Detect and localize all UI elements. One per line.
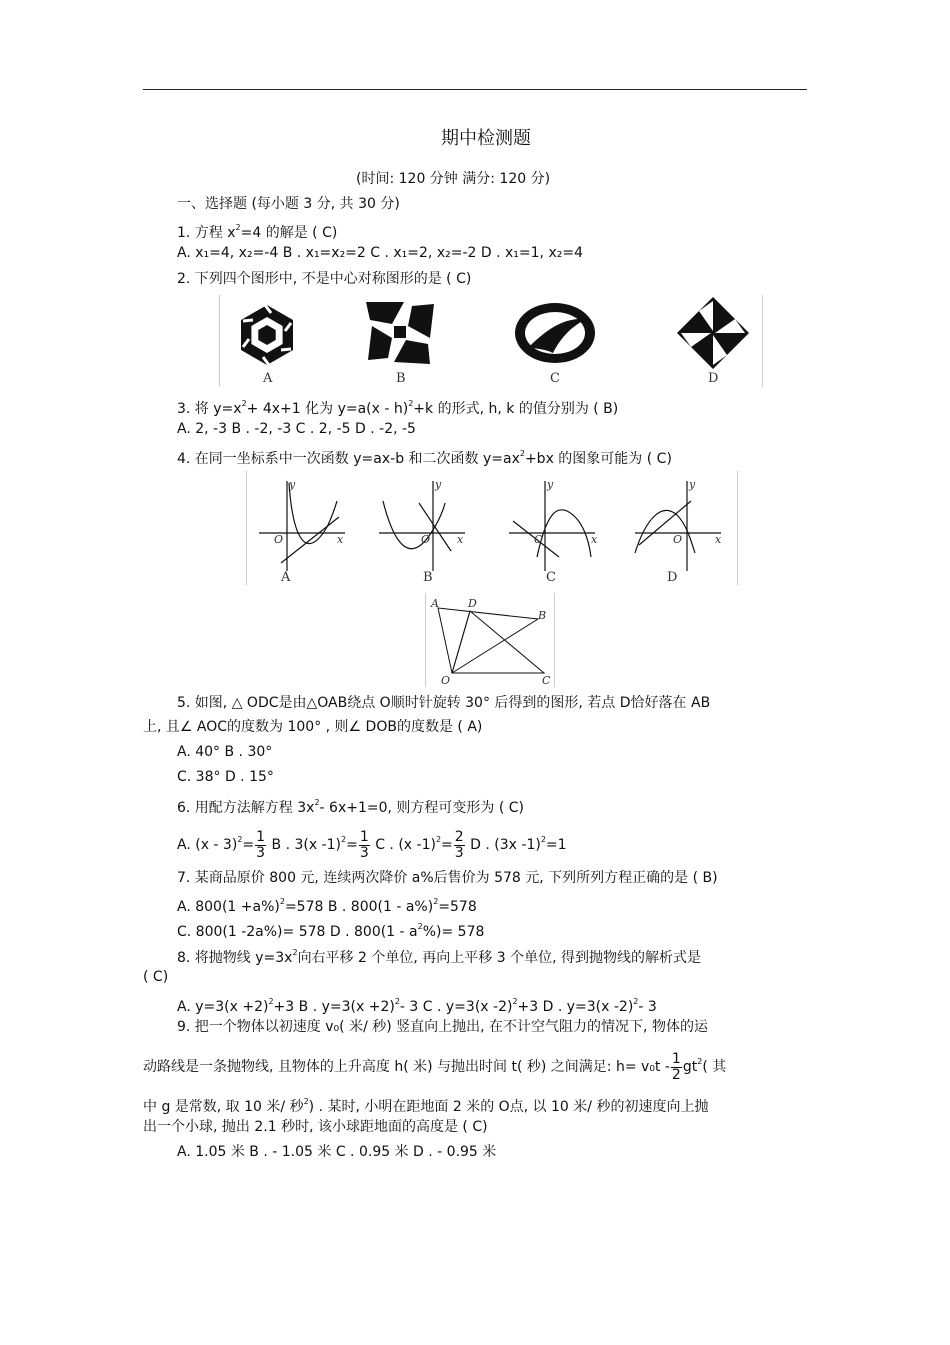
q4-a-o: O [274, 533, 284, 546]
q9-options: A. 1.05 米 B . - 1.05 米 C . 0.95 米 D . - 0.95 米 [177, 1144, 497, 1160]
q4-stem: 4. 在同一坐标系中一次函数 y=ax-b 和二次函数 $y=ax^2+bx$ 的图象可能为 ( C) [177, 449, 672, 467]
q5-line1: 5. 如图, △ ODC是由△OAB绕点 O顺时针旋转 30° 后得到的图形, 若点 D恰好落在 AB [177, 695, 711, 711]
q9-line1: 9. 把一个物体以初速度 v₀( 米/ 秒) 竖直向上抛出, 在不计空气阻力的情况下, 物体的运 [177, 1019, 708, 1035]
q9-line2: 动路线是一条抛物线, 且物体的上升高度 h( 米) 与抛出时间 t( 秒) 之间满足: h= v₀t - $\frac{1}{2}$ $gt^2$( 其 [143, 1050, 727, 1083]
q5-figure [425, 593, 555, 687]
q7-stem: 7. 某商品原价 800 元, 连续两次降价 a%后售价为 578 元, 下列所列方程正确的是 ( B) [177, 870, 718, 886]
q5-label-c: C [542, 674, 551, 687]
q5-options-2: C. 38° D . 15° [177, 769, 274, 785]
q4-b-y: y [435, 478, 442, 491]
q8-options: A. $y=3(x +2)^2+3$ B . $y=3(x +2)^2-$ 3 C . y=3(x -2)$^2$+3 D . y=3(x -2)$^2$- 3 [177, 997, 657, 1015]
q4-d-o: O [673, 533, 683, 546]
q4-d-x: x [715, 533, 722, 546]
q2-stem: 2. 下列四个图形中, 不是中心对称图形的是 ( C) [177, 271, 472, 287]
q5-line2: 上, 且∠ AOC的度数为 100° , 则∠ DOB的度数是 ( A) [143, 719, 483, 735]
q4-a-y: y [289, 478, 296, 491]
q8-answer: ( C) [143, 969, 169, 985]
q4-c-x: x [591, 533, 598, 546]
section-heading: 一、选择题 (每小题 3 分, 共 30 分) [177, 196, 400, 212]
q4-label-b: B [423, 570, 433, 585]
q9-line3: 中 g 是常数, 取 10 米/ 秒$^2$) . 某时, 小明在距地面 2 米的 O点, 以 10 米/ 秒的初速度向上抛 [143, 1097, 709, 1115]
q5-label-d: D [468, 597, 477, 610]
q5-label-a: A [431, 597, 439, 610]
q4-c-o: O [534, 533, 544, 546]
q2-shape-a [241, 305, 293, 365]
q4-b-x: x [457, 533, 464, 546]
q2-label-c: C [550, 371, 560, 386]
q2-label-b: B [396, 371, 406, 386]
q4-d-y: y [689, 478, 696, 491]
q5-options-1: A. 40° B . 30° [177, 744, 273, 760]
q4-figure [246, 471, 738, 585]
q4-label-d: D [667, 570, 678, 585]
q4-graph-b [379, 481, 465, 571]
q1-options: A. x₁=4, x₂=-4 B . x₁=x₂=2 C . x₁=2, x₂=-2 D . x₁=1, x₂=4 [177, 245, 583, 261]
q5-triangle-oab [438, 608, 538, 673]
q2-shape-d [677, 297, 749, 369]
q6-options: A. (x - 3)$^2$= $\frac{1}{3}$ B . 3(x -1)$^2$= $\frac{1}{3}$ C . (x -1)$^2$= $\frac{2}{3}$ D . (3x -1)$^2$=1 [177, 828, 567, 861]
q2-shape-c [515, 303, 595, 363]
q7-options-cd: C. 800(1 -2a%)= 578 D . $800(1 - a^2\%)= 578$ [177, 922, 485, 940]
q2-label-d: D [708, 371, 719, 386]
q2-shape-b [366, 302, 434, 364]
q4-graph-d [635, 481, 721, 571]
q3-options: A. 2, -3 B . -2, -3 C . 2, -5 D . -2, -5 [177, 421, 416, 437]
q2-figure [219, 295, 763, 387]
q8-stem: 8. 将抛物线 $y=3x^2$向右平移 2 个单位, 再向上平移 3 个单位, 得到抛物线的解析式是 [177, 948, 701, 966]
exam-info: (时间: 120 分钟 满分: 120 分) [356, 171, 551, 187]
header-rule [143, 89, 807, 90]
q4-label-c: C [546, 570, 556, 585]
q4-graph-c [509, 481, 595, 571]
q5-label-o: O [441, 674, 451, 687]
q5-triangle-odc [452, 609, 547, 673]
q5-label-b: B [538, 609, 547, 622]
q2-label-a: A [263, 371, 273, 386]
q4-c-y: y [547, 478, 554, 491]
q1-stem: 1. 方程 $x^2=4$ 的解是 ( C) [177, 223, 338, 241]
q4-graph-a [259, 481, 345, 571]
q6-stem: 6. 用配方法解方程 $3x^2-$ 6x+1=0, 则方程可变形为 ( C) [177, 798, 525, 816]
q4-b-o: O [421, 533, 431, 546]
q7-options-ab: A. $800(1 +a\%)^2=578$ B . 800(1 - a%)$^2$=578 [177, 897, 477, 915]
q3-stem: 3. 将 $y=x^2+ 4x+1$ 化为 y=a(x - h)$^2$+k 的形式, h, k 的值分别为 ( B) [177, 399, 619, 417]
page-title: 期中检测题 [441, 128, 531, 149]
q4-label-a: A [281, 570, 291, 585]
q4-a-x: x [337, 533, 344, 546]
q9-line4: 出一个小球, 抛出 2.1 秒时, 该小球距地面的高度是 ( C) [143, 1119, 488, 1135]
